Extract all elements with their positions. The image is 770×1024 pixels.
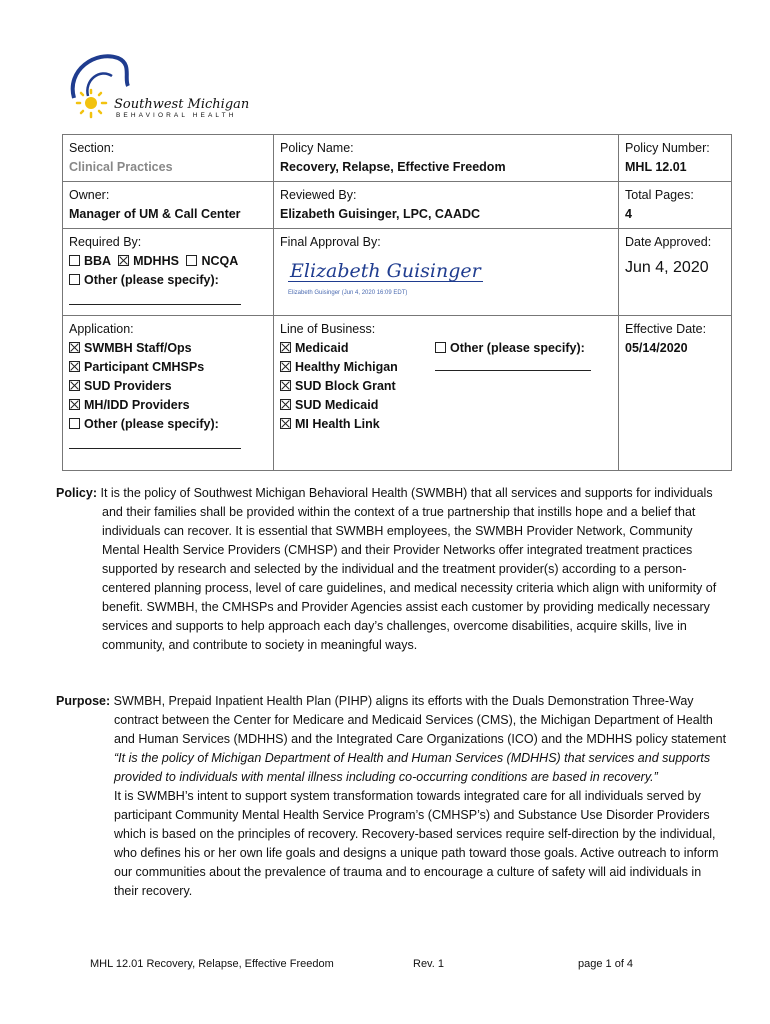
purpose-section <box>56 692 728 901</box>
app-checkbox-1[interactable] <box>69 361 80 372</box>
lob-other-line[interactable] <box>435 358 591 371</box>
final-approval-cell <box>274 229 619 316</box>
app-checkbox-2[interactable] <box>69 380 80 391</box>
app-item: SWMBH Staff/Ops <box>84 341 192 355</box>
purpose-paragraph-2: It is SWMBH’s intent to support system transformation towards integrated care for all individuals served by participant Community Mental Health Service Program’s (CMHSP’s) and Substance Use Disorder Providers which is based on the principles of recovery. Recovery-based services require self-direction by the individual, who defines his or her own life goals and designs a unique path toward those goals. Active outreach to inform our communities about the prevalence of trauma and to encourage a culture of safety will aid individuals in their recovery. <box>114 789 719 898</box>
required-cell <box>63 229 274 316</box>
lob-item: Healthy Michigan <box>295 360 398 374</box>
application-cell <box>63 316 274 471</box>
mdhhs-label: MDHHS <box>133 254 179 268</box>
app-checkbox-4[interactable] <box>69 418 80 429</box>
footer-revision: Rev. 1 <box>413 958 444 970</box>
footer-page-number: page 1 of 4 <box>578 958 634 970</box>
signature-caption: Elizabeth Guisinger (Jun 4, 2020 16:09 EDT) <box>288 290 408 296</box>
required-other-line[interactable] <box>69 290 241 305</box>
policy-number-value: MHL 12.01 <box>625 160 687 174</box>
section-cell <box>63 135 274 182</box>
policy-name-value: Recovery, Relapse, Effective Freedom <box>280 160 506 174</box>
mdhhs-checkbox[interactable] <box>118 255 129 266</box>
required-other-label: Other (please specify): <box>84 273 219 287</box>
footer-title: MHL 12.01 Recovery, Relapse, Effective Freedom <box>90 958 334 970</box>
app-item: Participant CMHSPs <box>84 360 205 374</box>
reviewed-cell <box>274 182 619 229</box>
app-other-line[interactable] <box>69 434 241 449</box>
logo-name: Southwest Michigan <box>114 97 250 112</box>
ncqa-checkbox[interactable] <box>186 255 197 266</box>
date-approved-cell <box>619 229 732 316</box>
lob-item: SUD Block Grant <box>295 379 396 393</box>
pages-cell <box>619 182 732 229</box>
date-approved-value: Jun 4, 2020 <box>625 259 709 276</box>
section-value: Clinical Practices <box>69 160 173 174</box>
app-item: SUD Providers <box>84 379 172 393</box>
signature: Elizabeth Guisinger <box>290 260 481 282</box>
line-of-business-cell <box>274 316 619 471</box>
date-approved-label: Date Approved: <box>625 235 712 249</box>
lob-checkbox-0[interactable] <box>280 342 291 353</box>
lob-label: Line of Business: <box>280 322 376 336</box>
lob-other-checkbox[interactable] <box>435 342 446 353</box>
lob-checkbox-2[interactable] <box>280 380 291 391</box>
pages-value: 4 <box>625 207 632 221</box>
policy-number-cell <box>619 135 732 182</box>
owner-value: Manager of UM & Call Center <box>69 207 241 221</box>
required-label: Required By: <box>69 235 142 249</box>
app-item: MH/IDD Providers <box>84 398 190 412</box>
owner-cell <box>63 182 274 229</box>
reviewed-value: Elizabeth Guisinger, LPC, CAADC <box>280 207 481 221</box>
lob-checkbox-3[interactable] <box>280 399 291 410</box>
section-label: Section: <box>69 141 115 155</box>
policy-number-label: Policy Number: <box>625 141 710 155</box>
pages-label: Total Pages: <box>625 188 694 202</box>
lob-checkbox-4[interactable] <box>280 418 291 429</box>
purpose-paragraph-1: SWMBH, Prepaid Inpatient Health Plan (PIHP) aligns its efforts with the Duals Demonstration Three-Way contract between the Center for Medicare and Medicaid Services (CMS), the Michigan Department of Health and Human Services (MDHHS) and the Integrated Care Organizations (ICO) and the MDHHS policy statement <box>113 694 727 746</box>
policy-name-cell <box>274 135 619 182</box>
ncqa-label: NCQA <box>201 254 239 268</box>
policy-section <box>56 484 728 655</box>
lob-other-label: Other (please specify): <box>450 341 585 355</box>
owner-label: Owner: <box>69 188 110 202</box>
lob-item: Medicaid <box>295 341 349 355</box>
effective-date-cell <box>619 316 732 471</box>
application-label: Application: <box>69 322 134 336</box>
policy-text: It is the policy of Southwest Michigan Behavioral Health (SWMBH) that all services and supports for individuals and their families shall be provided within the context of a true partnership that instills hope and a belief that individuals can recover. It is essential that SWMBH employees, the SWMBH Provider Network, Community Mental Health Service Providers (CMHSP) and their Provider Networks offer integrated treatment practices supported by research and selected by the individual and the treatment provider(s) according to a person-centered planning process, level of care guidelines, and medical necessity criteria which align with uniformity of benefit. SWMBH, the CMHSPs and Provider Agencies assist each customer by providing medically necessary services and supports to help approach each day’s challenges, overcome disabilities, acquire skills, live in community, and contribute to society in meaningful ways. <box>100 486 717 652</box>
effective-date-label: Effective Date: <box>625 322 707 336</box>
app-item: Other (please specify): <box>84 417 219 431</box>
purpose-quote: “It is the policy of Michigan Department of Health and Human Services (MDHHS) that services and supports provided to individuals with mental illness including co-occurring conditions are based in recovery.” <box>114 751 711 784</box>
bba-checkbox[interactable] <box>69 255 80 266</box>
lob-checkbox-1[interactable] <box>280 361 291 372</box>
policy-name-label: Policy Name: <box>280 141 354 155</box>
lob-item: MI Health Link <box>295 417 380 431</box>
policy-label: Policy: <box>56 486 97 500</box>
bba-label: BBA <box>84 254 111 268</box>
reviewed-label: Reviewed By: <box>280 188 357 202</box>
purpose-label: Purpose: <box>56 694 111 708</box>
app-checkbox-0[interactable] <box>69 342 80 353</box>
logo-subtitle: BEHAVIORAL HEALTH <box>116 112 237 119</box>
final-approval-label: Final Approval By: <box>280 235 381 249</box>
policy-header-table <box>62 134 732 471</box>
lob-item: SUD Medicaid <box>295 398 379 412</box>
app-checkbox-3[interactable] <box>69 399 80 410</box>
required-other-checkbox[interactable] <box>69 274 80 285</box>
effective-date-value: 05/14/2020 <box>625 341 688 355</box>
